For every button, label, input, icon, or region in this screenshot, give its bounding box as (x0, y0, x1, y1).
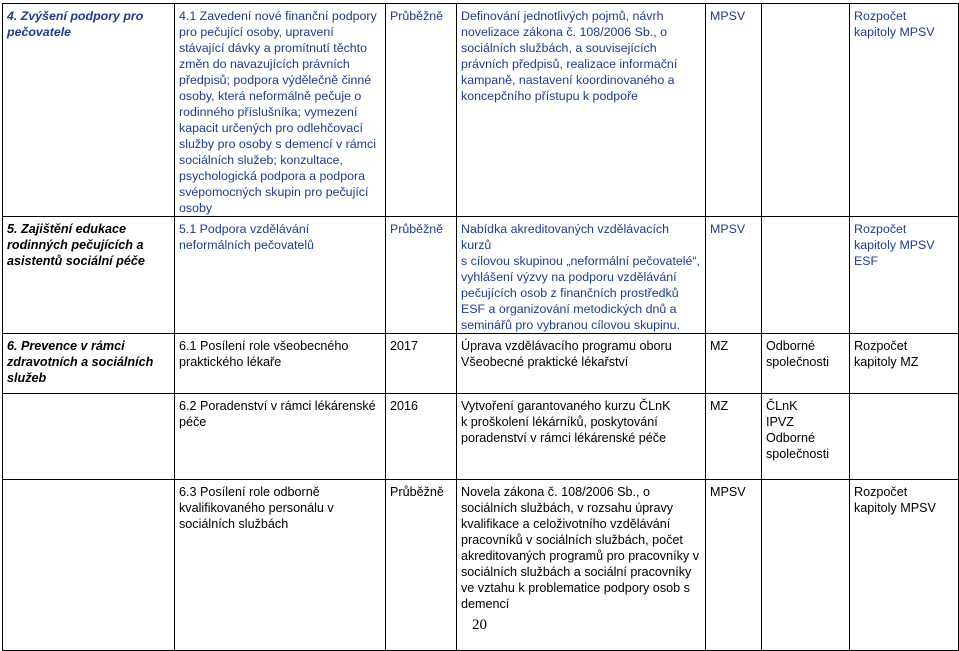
cooperation-line: IPVZ (766, 415, 794, 429)
indicator-line: k proškolení lékárníků, poskytování (461, 415, 658, 429)
indicator-line: Úprava vzdělávacího programu oboru (461, 339, 672, 353)
term-cell (386, 4, 457, 217)
indicator-line: pečujících osob z finančních prostředků (461, 286, 679, 300)
term-text: Průběžně (390, 485, 444, 499)
indicator-line: novelizace zákona č. 108/2006 Sb., o (461, 25, 667, 39)
term-cell (386, 394, 457, 480)
indicator-line: kvalifikace a celoživotního vzdělávání (461, 517, 671, 531)
indicator-line: demencí (461, 597, 510, 611)
funding-line: ESF (854, 254, 879, 268)
funding-line: kapitoly MPSV (854, 238, 935, 252)
measure-cell (175, 394, 386, 480)
term-cell (386, 334, 457, 394)
indicator-line: ve vztahu k problematice podpory osob s (461, 581, 690, 595)
cooperation-line: společnosti (766, 355, 830, 369)
cooperation-cell (762, 334, 850, 394)
responsible-text: MZ (710, 399, 729, 413)
indicator-line: Definování jednotlivých pojmů, návrh (461, 9, 664, 23)
goal-text: 4. Zvýšení podpory pro pečovatele (7, 9, 144, 39)
indicator-line: Vytvoření garantovaného kurzu ČLnK (461, 399, 671, 413)
measure-line: stávající dávky a promítnutí těchto (179, 41, 368, 55)
indicator-line: koncepčního přístupu k podpoře (461, 89, 639, 103)
goal-text: 6. Prevence v rámci zdravotních a sociálních služeb (7, 339, 154, 385)
indicator-line: právních předpisů, realizace informační (461, 57, 678, 71)
goal-text: 5. Zajištění edukace rodinných pečujících a asistentů sociální péče (7, 222, 145, 268)
funding-line: kapitoly MPSV (854, 501, 936, 515)
funding-line: kapitoly MZ (854, 355, 919, 369)
table-row (3, 217, 959, 334)
funding-cell (850, 4, 959, 217)
indicator-line: sociálních službách, a souvisejících (461, 41, 657, 55)
funding-cell (850, 394, 959, 480)
indicator-line: Nabídka akreditovaných vzdělávacích kurzů (461, 222, 670, 252)
cooperation-line: Odborné (766, 431, 816, 445)
responsible-text: MZ (710, 339, 729, 353)
measure-line: neformálních pečovatelů (179, 238, 315, 252)
indicator-line: pracovníků v sociálních službách, počet (461, 533, 683, 547)
indicator-line: poradenství v rámci lékárenské péče (461, 431, 667, 445)
funding-line: Rozpočet (854, 222, 907, 236)
goal-cell (3, 4, 175, 217)
term-cell (386, 217, 457, 334)
indicator-line: s cílovou skupinou „neformální pečovatelé“, (461, 254, 700, 268)
cooperation-line: Odborné (766, 339, 816, 353)
measure-line: osoby, která neformálně pečuje o (179, 89, 362, 103)
measure-line: psychologická podpora a podpora (179, 169, 365, 183)
cooperation-line: ČLnK (766, 399, 798, 413)
measure-line: 4.1 Zavedení nové finanční podpory (179, 9, 377, 23)
measure-line: péče (179, 415, 207, 429)
funding-line: Rozpočet (854, 339, 908, 353)
measure-line: 5.1 Podpora vzdělávání (179, 222, 310, 236)
indicator-line: Všeobecné praktické lékařství (461, 355, 629, 369)
indicator-line: sociálních službách a sociální pracovníky (461, 565, 692, 579)
table-row (3, 394, 959, 480)
responsible-text: MPSV (710, 9, 746, 23)
responsible-cell (706, 217, 762, 334)
cooperation-cell (762, 394, 850, 480)
measure-line: změn do navazujících právních (179, 57, 350, 71)
indicator-line: vyhlášení výzvy na podporu vzdělávání (461, 270, 677, 284)
indicator-line: kampaně, nastavení koordinovaného a (461, 73, 675, 87)
indicator-line: sociálních službách, v rozsahu úpravy (461, 501, 674, 515)
funding-line: Rozpočet (854, 485, 908, 499)
measure-line: osoby (179, 201, 213, 215)
measure-line: praktického lékaře (179, 355, 282, 369)
responsible-cell (706, 334, 762, 394)
indicator-cell (457, 334, 706, 394)
action-plan-table (2, 3, 959, 651)
measure-line: sociálních službách (179, 517, 289, 531)
measure-cell (175, 4, 386, 217)
measure-line: služby pro osoby s demencí v rámci (179, 137, 376, 151)
measure-line: předpisů; podpora výdělečně činné (179, 73, 372, 87)
measure-line: rodinného příslušníka; vymezení (179, 105, 358, 119)
measure-cell (175, 334, 386, 394)
indicator-line: akreditovaných programů pro pracovníky v (461, 549, 699, 563)
funding-cell (850, 217, 959, 334)
funding-line: Rozpočet (854, 9, 907, 23)
funding-line: kapitoly MPSV (854, 25, 935, 39)
indicator-cell (457, 217, 706, 334)
cooperation-line: společnosti (766, 447, 830, 461)
responsible-cell (706, 394, 762, 480)
measure-line: 6.1 Posílení role všeobecného (179, 339, 349, 353)
responsible-text: MPSV (710, 485, 746, 499)
goal-cell (3, 217, 175, 334)
measure-line: kapacit určených pro odlehčovací (179, 121, 363, 135)
page-number: 20 (472, 617, 487, 633)
indicator-line: ESF a organizování metodických dnů a (461, 302, 677, 316)
indicator-line: seminářů pro vybranou cílovou skupinu. (461, 318, 681, 332)
responsible-cell (706, 4, 762, 217)
term-text: 2017 (390, 339, 419, 353)
measure-line: 6.3 Posílení role odborně (179, 485, 320, 499)
goal-cell (3, 334, 175, 394)
measure-line: svépomocných skupin pro pečující (179, 185, 369, 199)
responsible-text: MPSV (710, 222, 746, 236)
cooperation-cell (762, 4, 850, 217)
indicator-cell (457, 4, 706, 217)
indicator-cell (457, 394, 706, 480)
funding-cell (850, 334, 959, 394)
measure-line: pro pečující osoby, upravení (179, 25, 334, 39)
term-text: 2016 (390, 399, 419, 413)
table-row (3, 4, 959, 217)
measure-line: kvalifikovaného personálu v (179, 501, 334, 515)
term-text: Průběžně (390, 222, 444, 236)
cooperation-cell (762, 217, 850, 334)
goal-cell (3, 394, 175, 480)
measure-line: 6.2 Poradenství v rámci lékárenské (179, 399, 376, 413)
term-text: Průběžně (390, 9, 444, 23)
measure-line: sociálních služeb; konzultace, (179, 153, 343, 167)
measure-cell (175, 217, 386, 334)
table-row (3, 334, 959, 394)
indicator-line: Novela zákona č. 108/2006 Sb., o (461, 485, 651, 499)
